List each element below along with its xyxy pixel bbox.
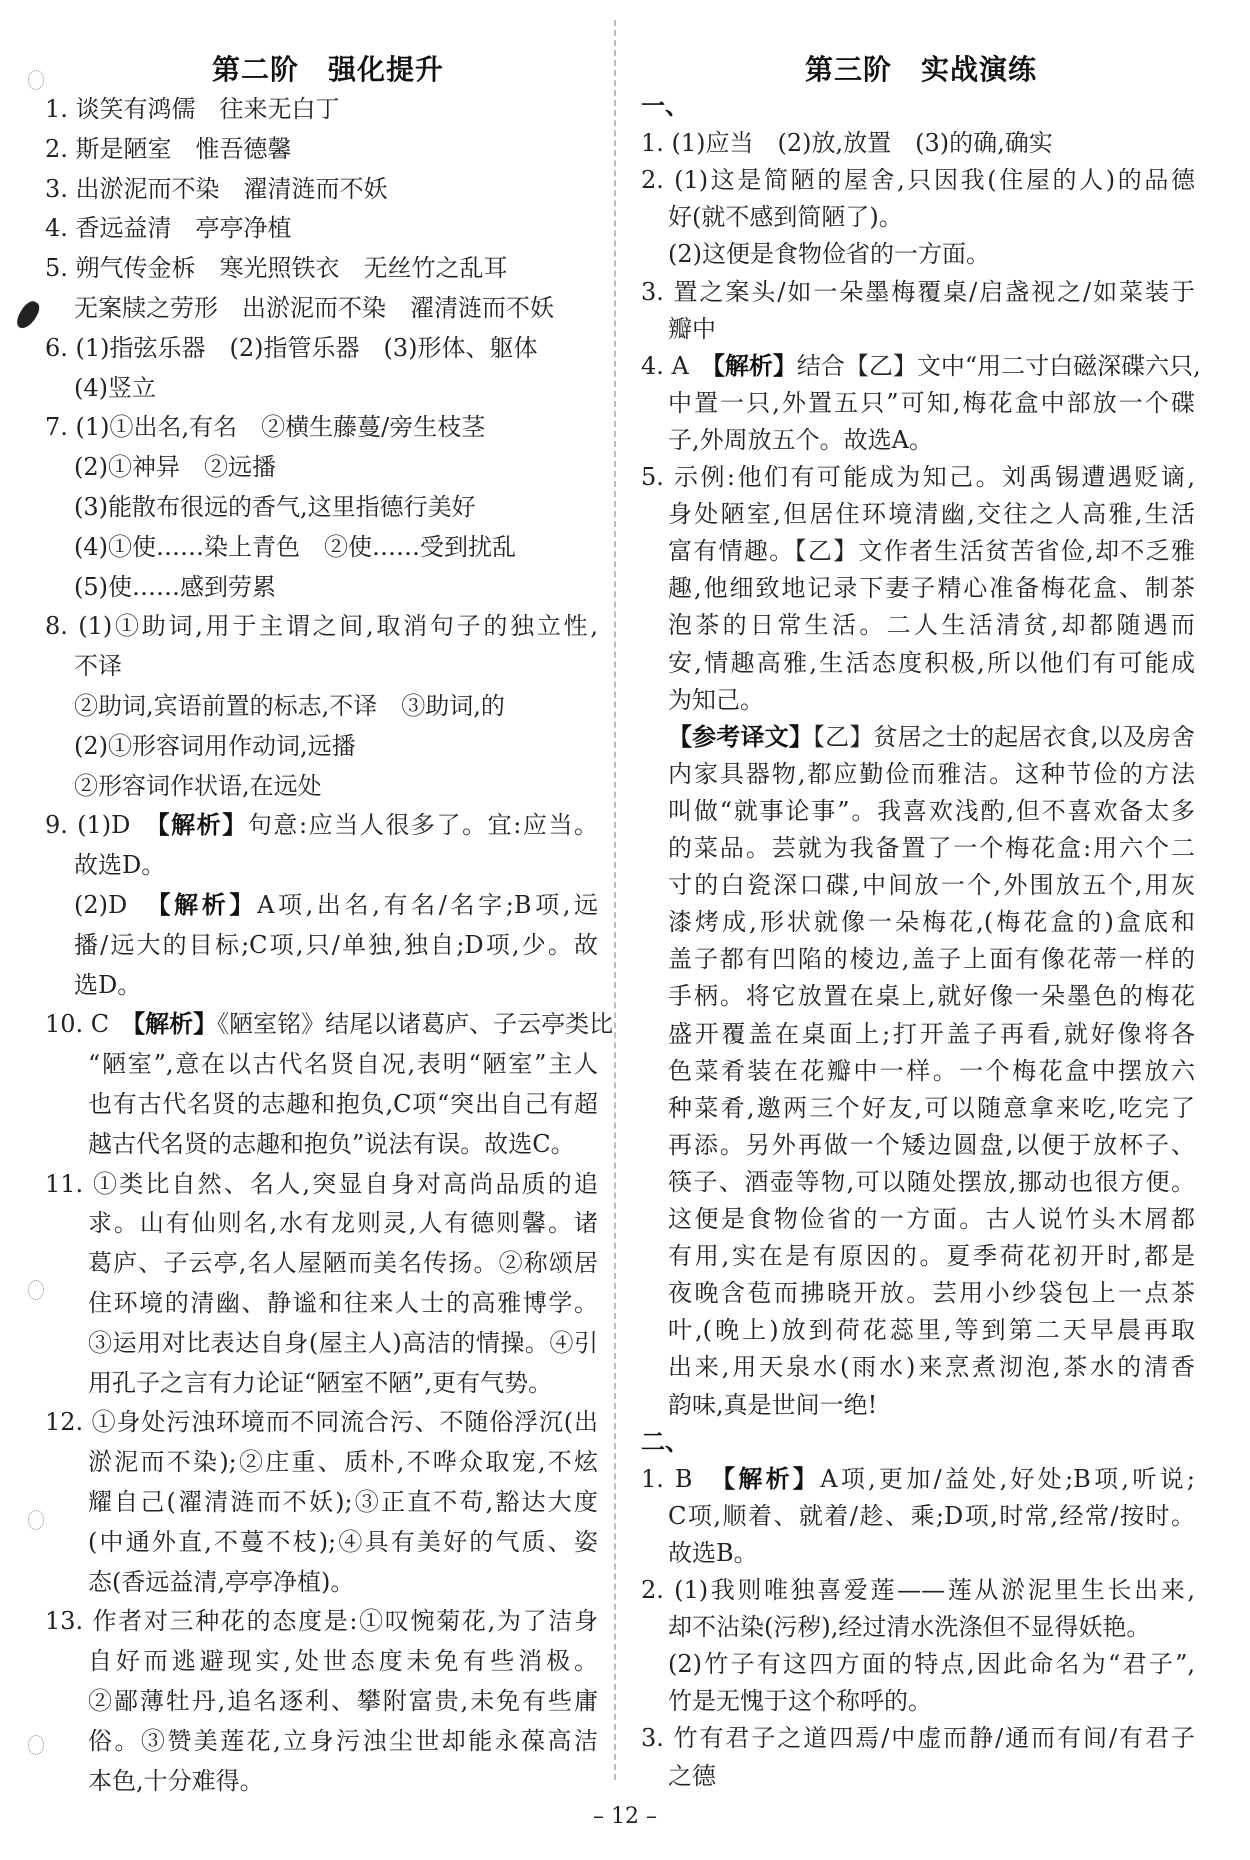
- left-answer-line: 越古代名贤的志趣和抱负”说法有误。故选C。: [88, 1129, 575, 1158]
- left-answer-line: 耀自己(濯清涟而不妖);③正直不苟,豁达大度: [88, 1488, 598, 1516]
- right-answer-line: 叫做“就事论事”。我喜欢浅酌,但不喜欢备太多: [668, 796, 1195, 825]
- right-answer-line: 盖子都有凹陷的棱边,盖子上面有像花蒂一样的: [668, 945, 1195, 974]
- right-answer-line: 叶,(晚上)放到荷花蕊里,等到第二天早晨再取: [668, 1316, 1195, 1345]
- right-answer-line: 盛开覆盖在桌面上;打开盖子再看,就好像将各: [668, 1019, 1195, 1048]
- right-answer-line: 富有情趣。【乙】文作者生活贫苦省俭,却不乏雅: [668, 537, 1195, 566]
- left-answer-line: 7. (1)①出名,有名 ②横生藤蔓/旁生枝茎: [45, 413, 486, 442]
- left-answer-line: 13. 作者对三种花的态度是:①叹惋菊花,为了洁身: [45, 1607, 598, 1636]
- right-answer-line: 身处陋室,但居住环境清幽,交往之人高雅,生活: [668, 500, 1195, 529]
- left-answer-line: 8. (1)①助词,用于主谓之间,取消句子的独立性,: [45, 612, 598, 641]
- right-answer-line: 泡茶的日常生活。二人生活清贫,却都随遇而: [668, 611, 1195, 640]
- left-answer-line: ②形容词作状语,在远处: [74, 771, 322, 800]
- right-answer-line: 趣,他细致地记录下妻子精心准备梅花盒、制茶: [668, 574, 1195, 603]
- right-answer-line: 子,外周放五个。故选A。: [668, 425, 933, 454]
- left-answer-line: 4. 香远益清 亭亭净植: [45, 214, 292, 243]
- bold-label: 一、: [641, 91, 689, 120]
- right-answer-line: 3. 竹有君子之道四焉/中虚而静/通而有间/有君子: [641, 1724, 1195, 1753]
- bold-label: 【解析】: [157, 810, 248, 840]
- right-answer-line: 之德: [668, 1761, 716, 1790]
- left-answer-line: 10. C 【解析】《陋室铭》结尾以诸葛庐、子云亭类比: [45, 1009, 614, 1039]
- ink-blot-icon: [14, 298, 43, 332]
- right-answer-line: 寸的白瓷深口碟,中间放一个,外围放五个,用灰: [668, 871, 1195, 900]
- right-answer-line: 有用,实在是有原因的。夏季荷花初开时,都是: [668, 1242, 1195, 1271]
- left-answer-line: 求。山有仙则名,水有龙则灵,人有德则馨。诸: [88, 1209, 598, 1238]
- right-answer-line: [641, 89, 689, 123]
- left-answer-line: 态(香远益清,亭亭净植)。: [88, 1567, 355, 1596]
- right-answer-line: 【参考译文】【乙】贫居之士的起居衣食,以及房舍: [668, 721, 1195, 751]
- left-answer-line: 葛庐、子云亭,名人屋陋而美名传扬。②称颂居: [88, 1249, 598, 1278]
- left-answer-line: 自好而逃避现实,处世态度未免有些消极。: [88, 1647, 598, 1676]
- right-answer-line: 瓣中: [668, 314, 716, 343]
- left-answer-line: (2)①形容词用作动词,远播: [74, 731, 356, 760]
- right-answer-line: 这便是食物俭省的一方面。古人说竹头木屑都: [668, 1205, 1195, 1233]
- right-section-title: 第三阶 实战演练: [805, 53, 1038, 86]
- right-answer-line: 再添。另外再做一个矮边圆盘,以便于放杯子、: [668, 1130, 1195, 1159]
- right-answer-line: 为知己。: [668, 685, 764, 714]
- left-answer-line: 12. ①身处污浊环境而不同流合污、不随俗浮沉(出: [45, 1408, 598, 1437]
- smudge-icon: [28, 70, 44, 90]
- right-answer-line: (2)这便是食物俭省的一方面。: [668, 240, 990, 269]
- right-answer-line: 安,情趣高雅,生活态度积极,所以他们有可能成: [668, 648, 1195, 677]
- bold-label: 二、: [641, 1426, 689, 1456]
- right-answer-line: 却不沾染(污秽),经过清水洗涤但不显得妖艳。: [668, 1613, 1151, 1642]
- left-answer-line: 用孔子之言有力论证“陋室不陋”,更有气势。: [88, 1368, 553, 1397]
- smudge-icon: [28, 1280, 44, 1300]
- left-answer-line: ②鄙薄牡丹,追名逐利、攀附富贵,未免有些庸: [88, 1687, 598, 1715]
- left-answer-line: 不译: [74, 652, 122, 681]
- left-answer-line: 本色,十分难得。: [88, 1766, 264, 1795]
- right-answer-line: 韵味,真是世间一绝!: [668, 1390, 878, 1419]
- left-answer-line: 住环境的清幽、静谧和往来人士的高雅博学。: [88, 1289, 598, 1317]
- left-answer-line: (3)能散布很远的香气,这里指德行美好: [74, 493, 476, 521]
- right-answer-line: 故选B。: [668, 1538, 758, 1567]
- left-answer-line: 播/远大的目标;C项,只/单独,独自;D项,少。故: [74, 930, 598, 959]
- right-answer-line: (2)竹子有这四方面的特点,因此命名为“君子”,: [668, 1650, 1195, 1679]
- right-answer-line: 3. 置之案头/如一朵墨梅覆桌/启盏视之/如菜装于: [641, 277, 1195, 306]
- left-answer-line: (中通外直,不蔓不枝);④具有美好的气质、姿: [88, 1527, 598, 1556]
- right-answer-line: 出来,用天泉水(雨水)来烹煮沏泡,茶水的清香: [668, 1353, 1195, 1382]
- bold-label: 【解析】: [723, 1463, 821, 1493]
- left-answer-line: (4)①使……染上青色 ②使……受到扰乱: [74, 532, 516, 561]
- left-answer-line: (2)D 【解析】A项,出名,有名/名字;B项,远: [74, 890, 598, 919]
- right-answer-line: 色菜肴装在花瓣中一样。一个梅花盒中摆放六: [668, 1056, 1195, 1085]
- page-number: – 12 –: [593, 1804, 657, 1829]
- right-answer-line: 夜晚含苞而拂晓开放。芸用小纱袋包上一点茶: [668, 1279, 1195, 1308]
- right-answer-line: 种菜肴,邀两三个好友,可以随意拿来吃,吃完了: [668, 1093, 1195, 1122]
- left-answer-line: 2. 斯是陋室 惟吾德馨: [45, 134, 292, 163]
- right-answer-line: 筷子、酒壶等物,可以随处摆放,挪动也很方便。: [668, 1167, 1195, 1196]
- bold-label: 【解析】: [158, 890, 258, 919]
- right-answer-line: 2. (1)这是简陋的屋舍,只因我(住屋的人)的品德: [641, 166, 1195, 195]
- left-answer-line: 也有古代名贤的志趣和抱负,C项“突出自己有超: [88, 1090, 598, 1118]
- right-answer-line: 4. A 【解析】结合【乙】文中“用二寸白磁深碟六只,: [641, 350, 1201, 380]
- left-answer-line: “陋室”,意在以古代名贤自况,表明“陋室”主人: [88, 1050, 598, 1079]
- left-answer-line: (4)竖立: [74, 373, 156, 402]
- left-answer-line: 选D。: [74, 970, 142, 999]
- right-answer-line: 1. (1)应当 (2)放,放置 (3)的确,确实: [641, 129, 1053, 158]
- right-answer-line: 中置一只,外置五只”可知,梅花盒中部放一个碟: [668, 388, 1195, 417]
- left-answer-line: 11. ①类比自然、名人,突显自身对高尚品质的追: [45, 1169, 598, 1198]
- left-answer-line: ②助词,宾语前置的标志,不译 ③助词,的: [74, 692, 505, 720]
- left-answer-line: 俗。③赞美莲花,立身污浊尘世却能永葆高洁: [88, 1726, 598, 1755]
- right-answer-line: 5. 示例:他们有可能成为知己。刘禹锡遭遇贬谪,: [641, 463, 1195, 491]
- bold-label: 【参考译文】: [668, 721, 813, 751]
- smudge-icon: [28, 1735, 44, 1755]
- right-answer-line: 好(就不感到简陋了)。: [668, 203, 903, 232]
- left-section-title: 第二阶 强化提升: [212, 53, 445, 86]
- right-answer-line: [641, 1425, 689, 1459]
- right-answer-line: 1. B 【解析】A项,更加/益处,好处;B项,听说;: [641, 1463, 1195, 1493]
- right-answer-line: 的菜品。芸就为我备置了一个梅花盒:用六个二: [668, 834, 1195, 862]
- right-answer-line: 手柄。将它放置在桌上,就好像一朵墨色的梅花: [668, 982, 1195, 1011]
- right-answer-line: 漆烤成,形状就像一朵梅花,(梅花盒的)盒底和: [668, 908, 1195, 937]
- left-answer-line: 9. (1)D 【解析】句意:应当人很多了。宜:应当。: [45, 810, 599, 840]
- left-answer-line: 1. 谈笑有鸿儒 往来无白丁: [45, 95, 340, 123]
- bold-label: 【解析】: [133, 1009, 218, 1039]
- bold-label: 【解析】: [712, 350, 797, 380]
- right-answer-line: 竹是无愧于这个称呼的。: [668, 1687, 932, 1716]
- right-answer-line: 内家具器物,都应勤俭而雅洁。这种节俭的方法: [668, 759, 1195, 788]
- left-answer-line: 3. 出淤泥而不染 濯清涟而不妖: [45, 174, 388, 203]
- left-answer-line: 故选D。: [74, 851, 166, 880]
- left-answer-line: 6. (1)指弦乐器 (2)指管乐器 (3)形体、躯体: [45, 333, 538, 362]
- column-divider: [614, 20, 616, 1780]
- left-answer-line: (2)①神异 ②远播: [74, 453, 276, 482]
- left-answer-line: 5. 朔气传金柝 寒光照铁衣 无丝竹之乱耳: [45, 254, 508, 283]
- smudge-icon: [28, 1510, 44, 1530]
- right-answer-line: 2. (1)我则唯独喜爱莲——莲从淤泥里生长出来,: [641, 1576, 1195, 1604]
- left-answer-line: (5)使……感到劳累: [74, 572, 276, 601]
- left-answer-line: 无案牍之劳形 出淤泥而不染 濯清涟而不妖: [74, 294, 554, 322]
- left-answer-line: ③运用对比表达自身(屋主人)高洁的情操。④引: [88, 1328, 598, 1357]
- left-answer-line: 淤泥而不染);②庄重、质朴,不哗众取宠,不炫: [88, 1448, 598, 1477]
- right-answer-line: C项,顺着、就着/趁、乘;D项,时常,经常/按时。: [668, 1501, 1195, 1530]
